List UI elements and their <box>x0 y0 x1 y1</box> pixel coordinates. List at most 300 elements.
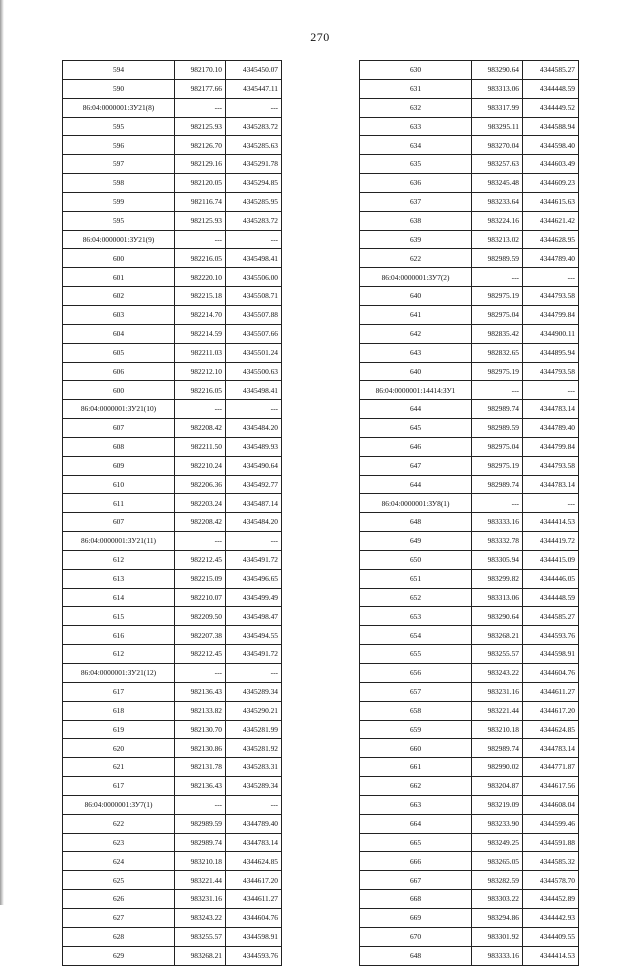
table-row <box>63 833 282 852</box>
y-coordinate-cell: 4344783.14 <box>523 739 579 758</box>
x-coordinate-cell: 982212.45 <box>175 550 226 569</box>
table-row <box>360 569 579 588</box>
table-row <box>63 305 282 324</box>
point-cell: 622 <box>63 814 175 833</box>
y-coordinate-cell: 4344789.40 <box>523 249 579 268</box>
point-cell: 655 <box>360 645 472 664</box>
x-coordinate-cell: 983255.57 <box>175 927 226 946</box>
y-coordinate-cell: --- <box>226 230 282 249</box>
table-row <box>360 833 579 852</box>
y-coordinate-cell: 4344593.76 <box>523 626 579 645</box>
x-coordinate-cell: 982215.18 <box>175 287 226 306</box>
y-coordinate-cell: 4345508.71 <box>226 287 282 306</box>
x-coordinate-cell: 983305.94 <box>472 550 523 569</box>
point-cell: 595 <box>63 117 175 136</box>
y-coordinate-cell: 4345489.93 <box>226 437 282 456</box>
point-cell: 656 <box>360 664 472 683</box>
table-row <box>360 607 579 626</box>
x-coordinate-cell: 983290.64 <box>472 607 523 626</box>
x-coordinate-cell: 983233.64 <box>472 192 523 211</box>
y-coordinate-cell: 4344799.84 <box>523 305 579 324</box>
point-cell: 632 <box>360 98 472 117</box>
point-cell: 642 <box>360 324 472 343</box>
x-coordinate-cell: 982989.74 <box>472 400 523 419</box>
table-row <box>63 117 282 136</box>
x-coordinate-cell: 982207.38 <box>175 626 226 645</box>
x-coordinate-cell: 983221.44 <box>175 871 226 890</box>
y-coordinate-cell: 4345490.64 <box>226 456 282 475</box>
x-coordinate-cell: 982211.03 <box>175 343 226 362</box>
table-row <box>63 814 282 833</box>
table-row <box>63 946 282 965</box>
x-coordinate-cell: 983249.25 <box>472 833 523 852</box>
table-row <box>360 362 579 381</box>
y-coordinate-cell: 4344604.76 <box>523 664 579 683</box>
coordinates-table-right <box>359 60 579 966</box>
point-cell: 617 <box>63 777 175 796</box>
x-coordinate-cell: 982210.07 <box>175 588 226 607</box>
table-row <box>360 550 579 569</box>
x-coordinate-cell: 982989.59 <box>472 419 523 438</box>
point-cell: 662 <box>360 777 472 796</box>
point-cell: 628 <box>63 927 175 946</box>
table-row <box>63 701 282 720</box>
table-row <box>360 682 579 701</box>
y-coordinate-cell: 4345450.07 <box>226 61 282 80</box>
y-coordinate-cell: --- <box>226 664 282 683</box>
x-coordinate-cell: 983219.09 <box>472 795 523 814</box>
x-coordinate-cell: 982835.42 <box>472 324 523 343</box>
y-coordinate-cell: 4344617.20 <box>523 701 579 720</box>
y-coordinate-cell: 4344783.14 <box>523 400 579 419</box>
y-coordinate-cell: 4345285.95 <box>226 192 282 211</box>
table-row <box>63 550 282 569</box>
y-coordinate-cell: 4344585.27 <box>523 61 579 80</box>
x-coordinate-cell: 982126.70 <box>175 136 226 155</box>
point-cell: 636 <box>360 174 472 193</box>
y-coordinate-cell: 4344449.52 <box>523 98 579 117</box>
x-coordinate-cell: 983268.21 <box>175 946 226 965</box>
point-cell: 624 <box>63 852 175 871</box>
y-coordinate-cell: 4345507.88 <box>226 305 282 324</box>
x-coordinate-cell: 982209.50 <box>175 607 226 626</box>
x-coordinate-cell: 983290.64 <box>472 61 523 80</box>
y-coordinate-cell: 4344593.76 <box>226 946 282 965</box>
x-coordinate-cell: 983231.16 <box>175 890 226 909</box>
table-row <box>63 645 282 664</box>
point-cell: 658 <box>360 701 472 720</box>
y-coordinate-cell: 4344419.72 <box>523 532 579 551</box>
y-coordinate-cell: 4344604.76 <box>226 908 282 927</box>
table-row <box>63 324 282 343</box>
point-cell: 643 <box>360 343 472 362</box>
x-coordinate-cell: 982125.93 <box>175 117 226 136</box>
x-coordinate-cell: 983243.22 <box>175 908 226 927</box>
point-cell: 598 <box>63 174 175 193</box>
x-coordinate-cell: 983270.04 <box>472 136 523 155</box>
table-row <box>360 192 579 211</box>
x-coordinate-cell: 983231.16 <box>472 682 523 701</box>
point-cell: 635 <box>360 155 472 174</box>
table-row <box>360 456 579 475</box>
table-row <box>360 758 579 777</box>
point-cell: 86:04:0000001:ЗУ21(9) <box>63 230 175 249</box>
point-cell: 604 <box>63 324 175 343</box>
point-cell: 669 <box>360 908 472 927</box>
y-coordinate-cell: 4344448.59 <box>523 588 579 607</box>
x-coordinate-cell: 982129.16 <box>175 155 226 174</box>
x-coordinate-cell: 983224.16 <box>472 211 523 230</box>
y-coordinate-cell: 4345289.34 <box>226 777 282 796</box>
x-coordinate-cell: 983255.57 <box>472 645 523 664</box>
table-row <box>63 720 282 739</box>
table-row <box>360 927 579 946</box>
table-row <box>63 871 282 890</box>
x-coordinate-cell: 982975.19 <box>472 362 523 381</box>
point-cell: 597 <box>63 155 175 174</box>
y-coordinate-cell: 4345290.21 <box>226 701 282 720</box>
table-row <box>360 795 579 814</box>
table-row <box>63 513 282 532</box>
point-cell: 607 <box>63 513 175 532</box>
y-coordinate-cell: 4344591.88 <box>523 833 579 852</box>
table-row <box>360 155 579 174</box>
y-coordinate-cell: 4344783.14 <box>523 475 579 494</box>
table-row <box>63 795 282 814</box>
point-cell: 603 <box>63 305 175 324</box>
x-coordinate-cell: 983333.16 <box>472 946 523 965</box>
x-coordinate-cell: --- <box>175 795 226 814</box>
x-coordinate-cell: 982116.74 <box>175 192 226 211</box>
point-cell: 634 <box>360 136 472 155</box>
x-coordinate-cell: 982208.42 <box>175 513 226 532</box>
x-coordinate-cell: 983303.22 <box>472 890 523 909</box>
point-cell: 612 <box>63 645 175 664</box>
y-coordinate-cell: 4345289.34 <box>226 682 282 701</box>
point-cell: 666 <box>360 852 472 871</box>
point-cell: 644 <box>360 475 472 494</box>
point-cell: 616 <box>63 626 175 645</box>
table-row <box>360 946 579 965</box>
y-coordinate-cell: 4345494.55 <box>226 626 282 645</box>
y-coordinate-cell: 4345501.24 <box>226 343 282 362</box>
point-cell: 653 <box>360 607 472 626</box>
x-coordinate-cell: 982170.10 <box>175 61 226 80</box>
y-coordinate-cell: 4344609.23 <box>523 174 579 193</box>
point-cell: 612 <box>63 550 175 569</box>
y-coordinate-cell: 4344598.91 <box>523 645 579 664</box>
table-row <box>63 155 282 174</box>
table-row <box>63 192 282 211</box>
y-coordinate-cell: 4344585.27 <box>523 607 579 626</box>
y-coordinate-cell: 4345498.41 <box>226 249 282 268</box>
table-row <box>360 61 579 80</box>
table-row <box>360 626 579 645</box>
point-cell: 630 <box>360 61 472 80</box>
x-coordinate-cell: --- <box>472 268 523 287</box>
point-cell: 608 <box>63 437 175 456</box>
x-coordinate-cell: 982133.82 <box>175 701 226 720</box>
y-coordinate-cell: 4344789.40 <box>226 814 282 833</box>
x-coordinate-cell: 982125.93 <box>175 211 226 230</box>
table-row <box>360 343 579 362</box>
table-row <box>360 645 579 664</box>
table-row <box>360 249 579 268</box>
x-coordinate-cell: 982989.74 <box>472 739 523 758</box>
table-row <box>360 814 579 833</box>
x-coordinate-cell: 983268.21 <box>472 626 523 645</box>
table-row <box>63 569 282 588</box>
table-row <box>63 136 282 155</box>
point-cell: 640 <box>360 287 472 306</box>
table-row <box>63 343 282 362</box>
y-coordinate-cell: 4345281.92 <box>226 739 282 758</box>
x-coordinate-cell: 982989.59 <box>472 249 523 268</box>
point-cell: 601 <box>63 268 175 287</box>
y-coordinate-cell: 4344799.84 <box>523 437 579 456</box>
x-coordinate-cell: --- <box>175 230 226 249</box>
y-coordinate-cell: 4344598.40 <box>523 136 579 155</box>
point-cell: 664 <box>360 814 472 833</box>
y-coordinate-cell: --- <box>226 532 282 551</box>
point-cell: 645 <box>360 419 472 438</box>
x-coordinate-cell: 982206.36 <box>175 475 226 494</box>
point-cell: 617 <box>63 682 175 701</box>
table-row <box>360 117 579 136</box>
coordinates-table-left <box>62 60 282 966</box>
table-row <box>360 419 579 438</box>
table-row <box>63 494 282 513</box>
y-coordinate-cell: 4345285.63 <box>226 136 282 155</box>
x-coordinate-cell: 982136.43 <box>175 682 226 701</box>
y-coordinate-cell: --- <box>523 268 579 287</box>
table-row <box>360 852 579 871</box>
y-coordinate-cell: 4344442.93 <box>523 908 579 927</box>
point-cell: 625 <box>63 871 175 890</box>
point-cell: 668 <box>360 890 472 909</box>
y-coordinate-cell: 4344793.58 <box>523 287 579 306</box>
point-cell: 86:04:0000001:ЗУ21(8) <box>63 98 175 117</box>
point-cell: 596 <box>63 136 175 155</box>
x-coordinate-cell: 982975.04 <box>472 305 523 324</box>
y-coordinate-cell: 4344621.42 <box>523 211 579 230</box>
x-coordinate-cell: 982990.02 <box>472 758 523 777</box>
y-coordinate-cell: 4345447.11 <box>226 79 282 98</box>
y-coordinate-cell: 4345487.14 <box>226 494 282 513</box>
point-cell: 657 <box>360 682 472 701</box>
table-row <box>360 136 579 155</box>
y-coordinate-cell: 4344624.85 <box>523 720 579 739</box>
point-cell: 650 <box>360 550 472 569</box>
y-coordinate-cell: 4344895.94 <box>523 343 579 362</box>
y-coordinate-cell: 4344793.58 <box>523 362 579 381</box>
table-row <box>360 871 579 890</box>
table-row <box>63 249 282 268</box>
x-coordinate-cell: --- <box>175 664 226 683</box>
x-coordinate-cell: 982989.74 <box>175 833 226 852</box>
y-coordinate-cell: 4345291.78 <box>226 155 282 174</box>
y-coordinate-cell: 4345496.65 <box>226 569 282 588</box>
x-coordinate-cell: 982832.65 <box>472 343 523 362</box>
y-coordinate-cell: 4344452.89 <box>523 890 579 909</box>
y-coordinate-cell: 4344793.58 <box>523 456 579 475</box>
table-row <box>63 268 282 287</box>
point-cell: 665 <box>360 833 472 852</box>
point-cell: 640 <box>360 362 472 381</box>
x-coordinate-cell: 982975.19 <box>472 456 523 475</box>
y-coordinate-cell: 4345507.66 <box>226 324 282 343</box>
x-coordinate-cell: 983301.92 <box>472 927 523 946</box>
y-coordinate-cell: 4344415.09 <box>523 550 579 569</box>
point-cell: 639 <box>360 230 472 249</box>
y-coordinate-cell: 4344448.59 <box>523 79 579 98</box>
x-coordinate-cell: 983317.99 <box>472 98 523 117</box>
y-coordinate-cell: 4344617.20 <box>226 871 282 890</box>
table-row <box>63 400 282 419</box>
x-coordinate-cell: 982130.86 <box>175 739 226 758</box>
y-coordinate-cell: --- <box>226 98 282 117</box>
table-row <box>63 98 282 117</box>
point-cell: 618 <box>63 701 175 720</box>
y-coordinate-cell: 4344900.11 <box>523 324 579 343</box>
table-row <box>360 287 579 306</box>
point-cell: 613 <box>63 569 175 588</box>
point-cell: 86:04:0000001:14414:ЗУ1 <box>360 381 472 400</box>
y-coordinate-cell: 4344615.63 <box>523 192 579 211</box>
y-coordinate-cell: 4345484.20 <box>226 513 282 532</box>
table-row <box>63 79 282 98</box>
table-row <box>360 400 579 419</box>
y-coordinate-cell: 4344414.53 <box>523 513 579 532</box>
table-row <box>63 230 282 249</box>
point-cell: 605 <box>63 343 175 362</box>
point-cell: 661 <box>360 758 472 777</box>
x-coordinate-cell: 982216.05 <box>175 249 226 268</box>
point-cell: 623 <box>63 833 175 852</box>
point-cell: 670 <box>360 927 472 946</box>
x-coordinate-cell: 983243.22 <box>472 664 523 683</box>
table-row <box>360 701 579 720</box>
table-row <box>360 437 579 456</box>
point-cell: 607 <box>63 419 175 438</box>
table-row <box>360 890 579 909</box>
x-coordinate-cell: 982177.66 <box>175 79 226 98</box>
x-coordinate-cell: 982136.43 <box>175 777 226 796</box>
y-coordinate-cell: 4345506.00 <box>226 268 282 287</box>
point-cell: 619 <box>63 720 175 739</box>
point-cell: 600 <box>63 381 175 400</box>
y-coordinate-cell: --- <box>523 494 579 513</box>
point-cell: 637 <box>360 192 472 211</box>
table-row <box>63 362 282 381</box>
x-coordinate-cell: 982975.19 <box>472 287 523 306</box>
y-coordinate-cell: 4344409.55 <box>523 927 579 946</box>
x-coordinate-cell: 982214.70 <box>175 305 226 324</box>
x-coordinate-cell: --- <box>175 400 226 419</box>
x-coordinate-cell: 982211.50 <box>175 437 226 456</box>
x-coordinate-cell: 982208.42 <box>175 419 226 438</box>
table-row <box>360 174 579 193</box>
table-row <box>360 211 579 230</box>
point-cell: 631 <box>360 79 472 98</box>
x-coordinate-cell: 982989.74 <box>472 475 523 494</box>
y-coordinate-cell: 4344624.85 <box>226 852 282 871</box>
point-cell: 652 <box>360 588 472 607</box>
point-cell: 610 <box>63 475 175 494</box>
x-coordinate-cell: 982212.10 <box>175 362 226 381</box>
y-coordinate-cell: 4345498.47 <box>226 607 282 626</box>
table-row <box>63 852 282 871</box>
x-coordinate-cell: 982203.24 <box>175 494 226 513</box>
table-row <box>63 908 282 927</box>
x-coordinate-cell: 982216.05 <box>175 381 226 400</box>
table-row <box>63 664 282 683</box>
x-coordinate-cell: 982212.45 <box>175 645 226 664</box>
point-cell: 86:04:0000001:ЗУ21(10) <box>63 400 175 419</box>
point-cell: 590 <box>63 79 175 98</box>
table-row <box>360 664 579 683</box>
y-coordinate-cell: 4345294.85 <box>226 174 282 193</box>
point-cell: 660 <box>360 739 472 758</box>
table-row <box>360 908 579 927</box>
x-coordinate-cell: 983213.02 <box>472 230 523 249</box>
x-coordinate-cell: 982130.70 <box>175 720 226 739</box>
table-row <box>360 513 579 532</box>
table-row <box>63 607 282 626</box>
point-cell: 621 <box>63 758 175 777</box>
table-row <box>63 890 282 909</box>
table-row <box>63 475 282 494</box>
y-coordinate-cell: 4345283.72 <box>226 117 282 136</box>
y-coordinate-cell: 4345500.63 <box>226 362 282 381</box>
table-row <box>360 324 579 343</box>
x-coordinate-cell: --- <box>175 532 226 551</box>
x-coordinate-cell: 982214.59 <box>175 324 226 343</box>
table-row <box>63 456 282 475</box>
point-cell: 600 <box>63 249 175 268</box>
x-coordinate-cell: 983295.11 <box>472 117 523 136</box>
point-cell: 86:04:0000001:ЗУ21(11) <box>63 532 175 551</box>
table-row <box>63 682 282 701</box>
point-cell: 638 <box>360 211 472 230</box>
table-row <box>63 739 282 758</box>
point-cell: 594 <box>63 61 175 80</box>
x-coordinate-cell: 982215.09 <box>175 569 226 588</box>
y-coordinate-cell: 4344783.14 <box>226 833 282 852</box>
table-row <box>360 381 579 400</box>
y-coordinate-cell: 4344578.70 <box>523 871 579 890</box>
point-cell: 602 <box>63 287 175 306</box>
x-coordinate-cell: 983294.86 <box>472 908 523 927</box>
table-row <box>63 927 282 946</box>
x-coordinate-cell: 982975.04 <box>472 437 523 456</box>
point-cell: 654 <box>360 626 472 645</box>
point-cell: 651 <box>360 569 472 588</box>
x-coordinate-cell: 983282.59 <box>472 871 523 890</box>
point-cell: 667 <box>360 871 472 890</box>
y-coordinate-cell: 4345491.72 <box>226 645 282 664</box>
point-cell: 641 <box>360 305 472 324</box>
x-coordinate-cell: --- <box>472 381 523 400</box>
table-row <box>360 98 579 117</box>
table-row <box>360 739 579 758</box>
point-cell: 86:04:0000001:ЗУ8(1) <box>360 494 472 513</box>
x-coordinate-cell: 982120.05 <box>175 174 226 193</box>
table-row <box>63 758 282 777</box>
point-cell: 614 <box>63 588 175 607</box>
point-cell: 627 <box>63 908 175 927</box>
y-coordinate-cell: 4345281.99 <box>226 720 282 739</box>
